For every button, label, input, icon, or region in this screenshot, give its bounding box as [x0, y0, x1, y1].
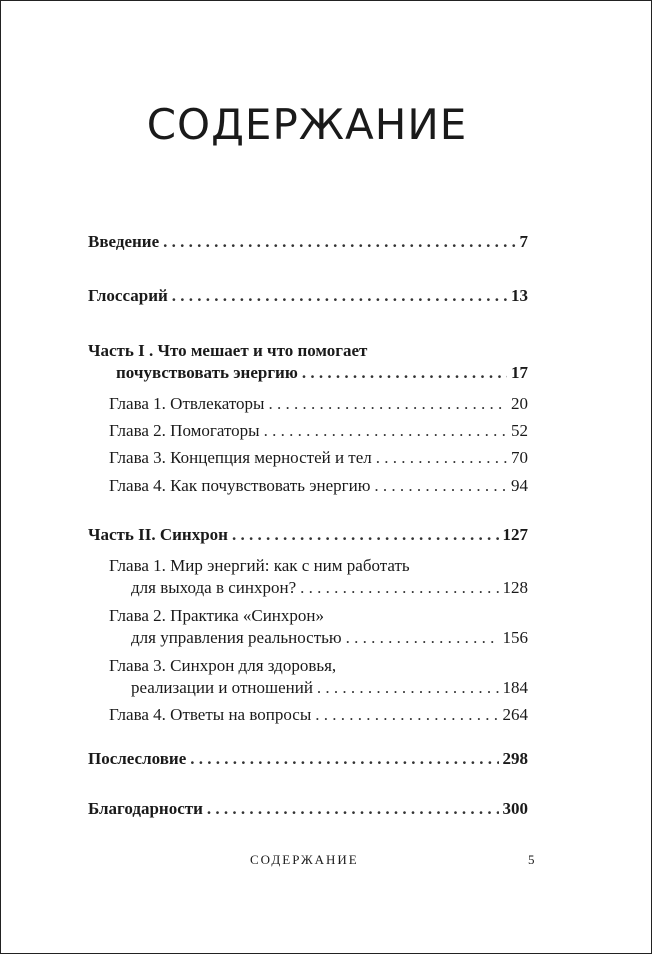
- leader-dots: [190, 749, 498, 769]
- toc-entry-label: Благодарности: [88, 799, 203, 818]
- toc-entry-page: 20: [511, 394, 528, 413]
- leader-dots: [264, 421, 507, 441]
- leader-dots: [315, 705, 498, 725]
- toc-entry-label: Глава 4. Ответы на вопросы: [109, 705, 312, 724]
- leader-dots: [376, 448, 507, 468]
- leader-dots: [232, 525, 499, 545]
- toc-entry-page: 13: [511, 286, 528, 305]
- leader-dots: [172, 286, 507, 306]
- toc-entry-label: для управления реальностью: [131, 628, 342, 647]
- toc-entry-page: 52: [511, 421, 528, 440]
- toc-entry-label: почувствовать энергию: [116, 363, 298, 382]
- toc-entry-page: 156: [502, 628, 528, 647]
- toc-entry-label: Послесловие: [88, 749, 187, 768]
- toc-entry-part1-line1[interactable]: Часть I . Что мешает и что помогает: [88, 341, 368, 360]
- toc-entry-part2-chapter1[interactable]: [131, 578, 528, 598]
- leader-dots: [163, 232, 515, 252]
- toc-entry-page: 128: [502, 578, 528, 597]
- toc-entry-afterword[interactable]: [88, 749, 528, 769]
- toc-entry-label: Часть II. Синхрон: [88, 525, 228, 544]
- toc-entry-page: 300: [502, 799, 528, 818]
- leader-dots: [268, 394, 507, 414]
- toc-entry-label: для выхода в синхрон?: [131, 578, 297, 597]
- running-title: СОДЕРЖАНИЕ: [250, 852, 359, 867]
- page-title: СОДЕРЖАНИЕ: [146, 100, 468, 149]
- toc-entry-part2-chapter3[interactable]: [131, 678, 528, 698]
- toc-entry-label: Глава 2. Помогаторы: [109, 421, 260, 440]
- toc-entry-page: 70: [511, 448, 528, 467]
- leader-dots: [207, 799, 499, 819]
- leader-dots: [317, 678, 499, 698]
- toc-entry-page: 94: [511, 476, 528, 495]
- toc-entry-part1-chapter2[interactable]: [109, 421, 528, 441]
- leader-dots: [302, 363, 507, 383]
- toc-entry-label: Глава 3. Концепция мерностей и тел: [109, 448, 372, 467]
- toc-entry-label: Глоссарий: [88, 286, 168, 305]
- toc-entry-part1-chapter1[interactable]: [109, 394, 528, 414]
- toc-entry-part2-chapter4[interactable]: [109, 705, 528, 725]
- toc-entry-page: 127: [502, 525, 528, 544]
- toc-entry-label: Глава 1. Отвлекаторы: [109, 394, 265, 413]
- toc-entry-page: 7: [519, 232, 528, 251]
- toc-entry-part2-chapter1-line1[interactable]: Глава 1. Мир энергий: как с ним работать: [109, 556, 410, 575]
- toc-entry-label: Введение: [88, 232, 160, 251]
- toc-entry-label: Глава 4. Как почувствовать энергию: [109, 476, 371, 495]
- leader-dots: [374, 476, 507, 496]
- toc-entry-part2[interactable]: [88, 525, 528, 545]
- toc-entry-page: 264: [502, 705, 528, 724]
- toc-entry-part2-chapter2-line1[interactable]: Глава 2. Практика «Синхрон»: [109, 606, 324, 625]
- toc-entry-label: реализации и отношений: [131, 678, 313, 697]
- toc-entry-part1-chapter4[interactable]: [109, 476, 528, 496]
- leader-dots: [300, 578, 498, 598]
- toc-entry-page: 17: [511, 363, 528, 382]
- toc-entry-page: 298: [502, 749, 528, 768]
- page-number: 5: [528, 852, 535, 867]
- leader-dots: [346, 628, 499, 648]
- toc-entry-acknowledgements[interactable]: [88, 799, 528, 819]
- toc-entry-part2-chapter2[interactable]: [131, 628, 528, 648]
- toc-entry-part1[interactable]: [116, 363, 528, 383]
- toc-entry-introduction[interactable]: [88, 232, 528, 252]
- toc-entry-part1-chapter3[interactable]: [109, 448, 528, 468]
- toc-entry-page: 184: [502, 678, 528, 697]
- toc-entry-glossary[interactable]: [88, 286, 528, 306]
- toc-entry-part2-chapter3-line1[interactable]: Глава 3. Синхрон для здоровья,: [109, 656, 337, 675]
